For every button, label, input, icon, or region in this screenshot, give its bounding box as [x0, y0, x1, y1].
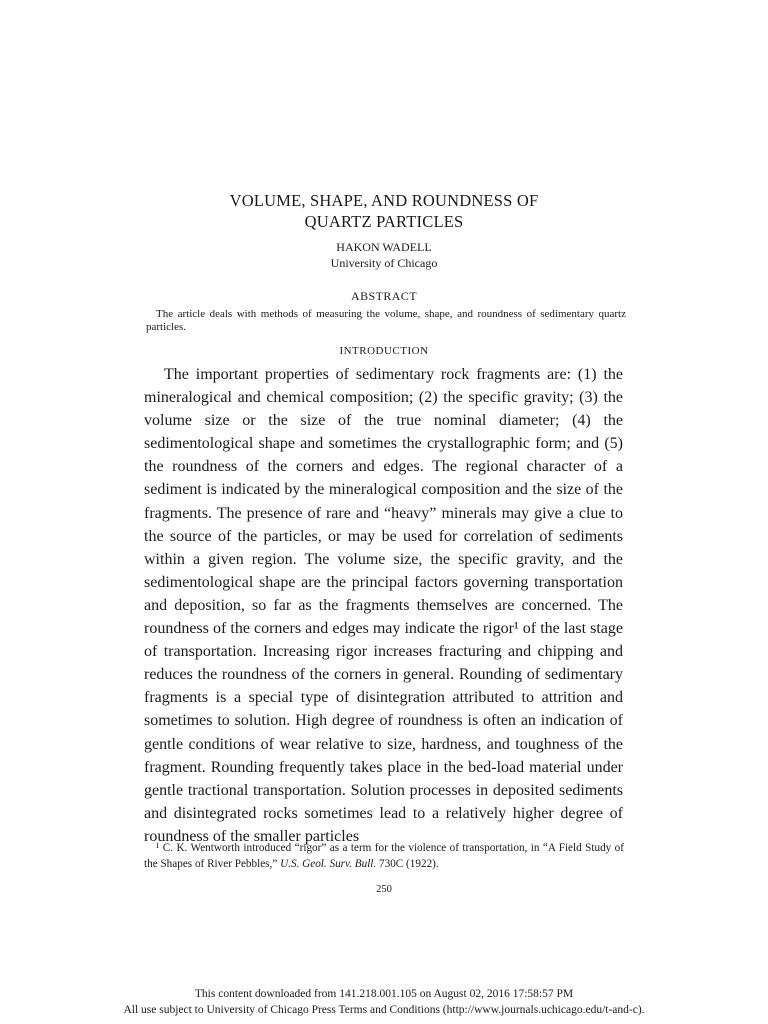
footnote-text-after: 730C (1922).	[376, 858, 439, 870]
footnote	[144, 840, 624, 872]
article-title-line1: VOLUME, SHAPE, AND ROUNDNESS OF	[229, 191, 539, 210]
page-number: 250	[376, 884, 392, 895]
article-title	[0, 190, 768, 232]
introduction-paragraph: The important properties of sedimentary rock fragments are: (1) the mineralogical and chemical composition; (2) the specific gravity; (3) the volume size or the size of the true nominal diameter; (4) the sedimentological shape and sometimes the crystallographic form; and (5) the roundness of the corners and edges. The regional character of a sediment is indicated by the mineralogical composition and the size of the fragments. The presence of rare and “heavy” minerals may give a clue to the source of the particles, or may be used for correlation of sediments within a given region. The volume size, the specific gravity, and the sedimentological shape are the principal factors governing transportation and deposition, so far as the fragments themselves are concerned. The roundness of the corners and edges may indicate the rigor¹ of the last stage of transportation. Increasing rigor increases fracturing and chipping and reduces the roundness of the corners in general. Rounding of sedimentary fragments is a special type of disintegration attributed to attrition and sometimes to solution. High degree of roundness is often an indication of gentle conditions of wear relative to size, hardness, and toughness of the fragment. Rounding frequently takes place in the bed-load material under gentle tractional transportation. Solution processes in deposited sediments and disintegrated rocks sometimes lead to a relatively higher degree of roundness of the smaller particles	[144, 366, 623, 845]
introduction-heading: INTRODUCTION	[339, 345, 429, 357]
download-notice: This content downloaded from 141.218.001.105 on August 02, 2016 17:58:57 PM	[194, 988, 574, 1000]
abstract-heading: ABSTRACT	[351, 289, 417, 303]
article-title-line2: QUARTZ PARTICLES	[304, 212, 464, 231]
footnote-marker: ¹	[156, 842, 160, 854]
terms-notice: All use subject to University of Chicago Press Terms and Conditions (http://www.journals.uchicago.edu/t-and-c).	[123, 1004, 645, 1016]
author-name: HAKON WADELL	[336, 240, 432, 254]
footnote-journal: U.S. Geol. Surv. Bull.	[280, 858, 377, 870]
abstract-text: The article deals with methods of measuring the volume, shape, and roundness of sedimentary quartz particles.	[146, 308, 626, 333]
footnote-text-before: C. K. Wentworth introduced “rigor” as a term for the violence of transportation, in “A Field Study of the Shapes of River Pebbles,”	[144, 842, 624, 870]
author-affiliation: University of Chicago	[330, 256, 438, 270]
